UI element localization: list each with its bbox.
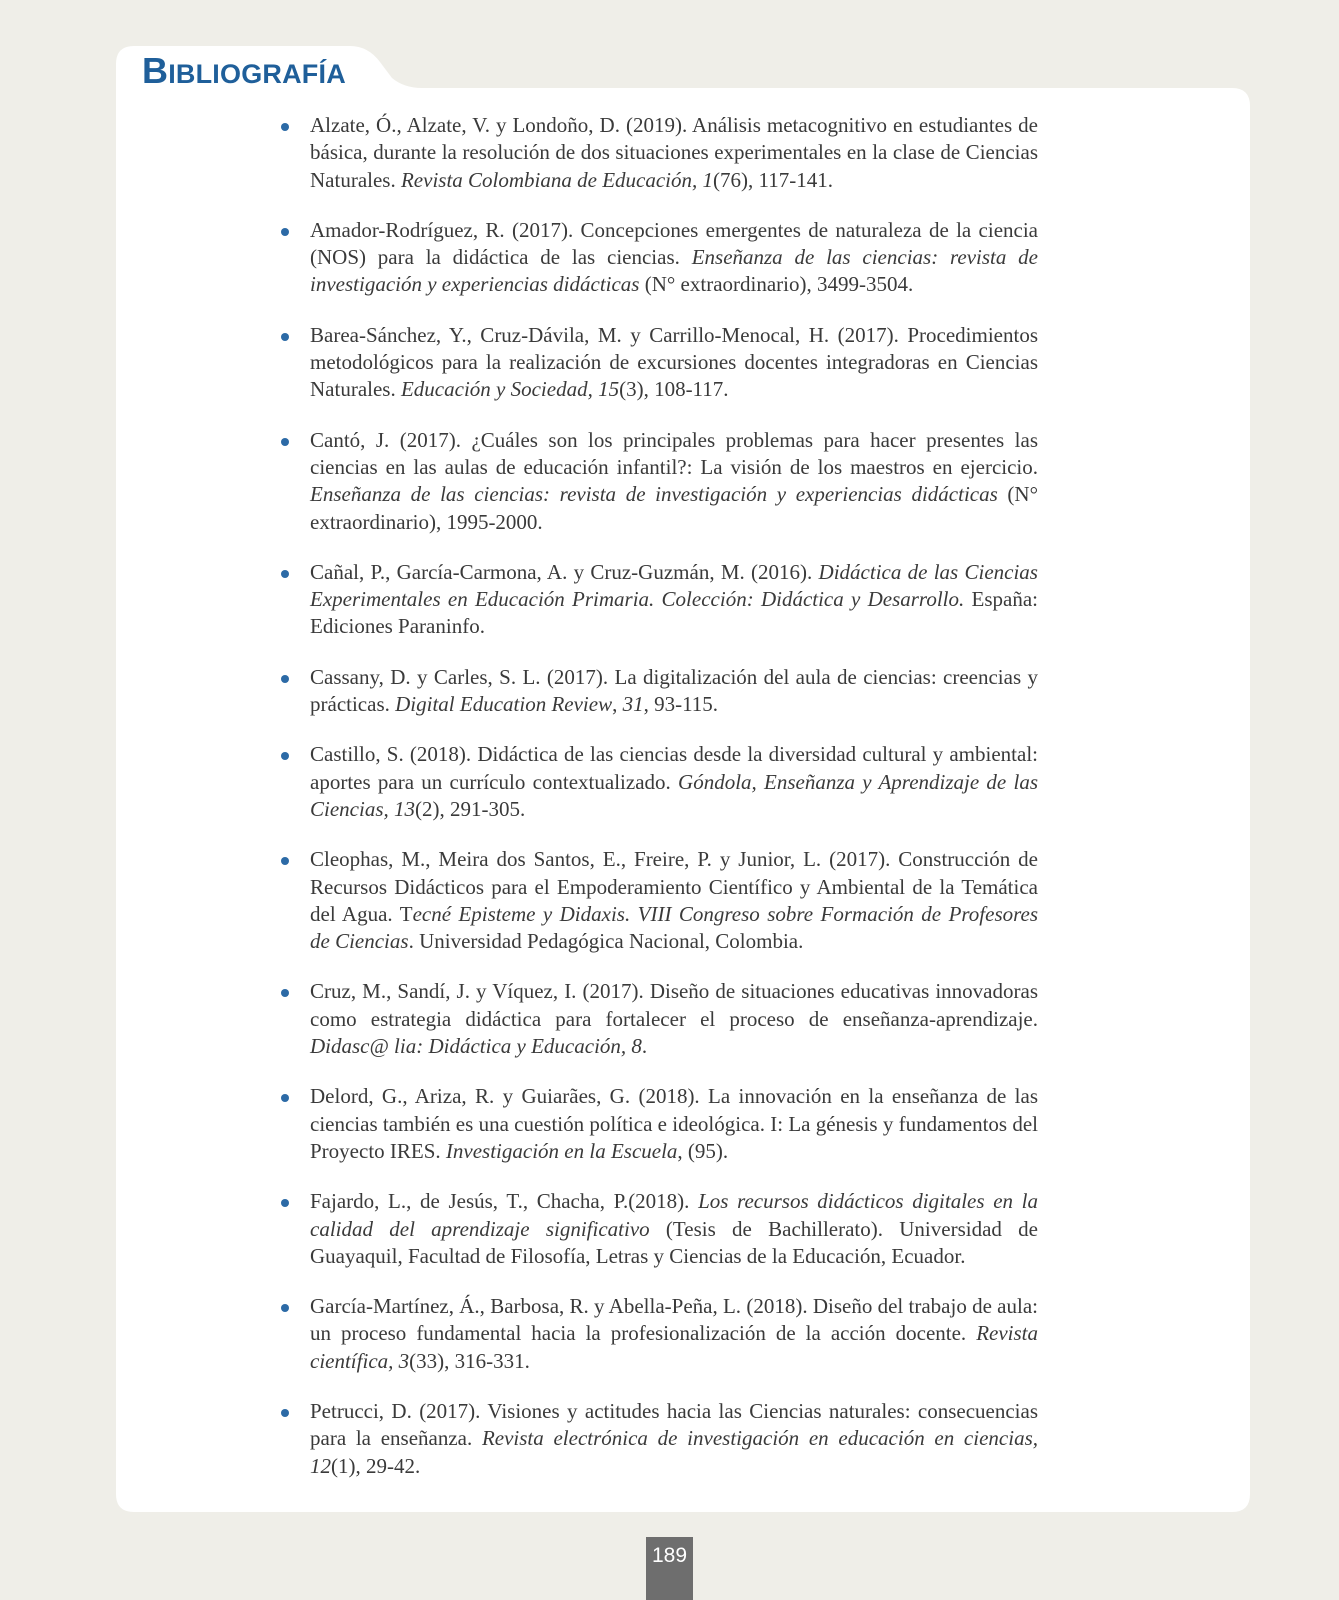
- bibliography-entry: [278, 322, 1038, 404]
- bibliography-entry: [278, 1083, 1038, 1165]
- entry-text: Cleophas, M., Meira dos Santos, E., Freire, P. y Junior, L. (2017). Construcción de Recursos Didácticos para el Empoderamiento Científico y Ambiental de la Temática del Agua. T: [310, 847, 1038, 926]
- bibliography-entry: [278, 664, 1038, 719]
- entry-text: Amador-Rodríguez, R. (2017). Concepciones emergentes de naturaleza de la ciencia (NOS) para la didáctica de las ciencias.: [310, 217, 1038, 270]
- bullet-icon: [281, 570, 289, 578]
- entry-text: Cassany, D. y Carles, S. L. (2017). La digitalización del aula de ciencias: creencias y prácticas.: [310, 664, 1038, 717]
- entry-italic-text: Didasc@ lia: Didáctica y Educación, 8: [310, 1034, 642, 1059]
- entry-text: Castillo, S. (2018). Didáctica de las ciencias desde la diversidad cultural y ambiental: aportes para un currículo contextualizado.: [310, 742, 1038, 794]
- bibliography-entry: [278, 427, 1038, 536]
- entry-text: (N° extraordinario), 3499-3504.: [639, 272, 914, 297]
- entry-italic-text: 31: [622, 692, 644, 717]
- bibliography-entry: [278, 1398, 1038, 1480]
- entry-text: . Universidad Pedagógica Nacional, Colombia.: [408, 929, 804, 954]
- entry-text: (76), 117-141.: [713, 167, 833, 192]
- bullet-icon: [281, 1409, 289, 1417]
- entry-italic-text: Revista electrónica de investigación en educación en ciencias, 12: [310, 1426, 1038, 1478]
- entry-italic-text: ecné Episteme y Didaxis. VIII Congreso sobre Formación de Profesores de Ciencias: [310, 901, 1038, 954]
- entry-text: (2), 291-305.: [415, 796, 526, 821]
- bullet-icon: [281, 857, 289, 865]
- bibliography-list: [278, 112, 1038, 1503]
- bibliography-entry: [278, 1293, 1038, 1375]
- entry-text: Barea-Sánchez, Y., Cruz-Dávila, M. y Carrillo-Menocal, H. (2017). Procedimientos metodológicos para la realización de excursiones docentes integradoras en Ciencias Naturales.: [310, 322, 1038, 402]
- entry-italic-text: Los recursos didácticos digitales en la calidad del aprendizaje significativo: [310, 1189, 1038, 1241]
- bullet-icon: [281, 228, 289, 236]
- entry-text: .: [641, 1034, 648, 1059]
- bibliography-entry: [278, 1188, 1038, 1270]
- entry-text: (1), 29-42.: [331, 1453, 421, 1478]
- entry-text: (Tesis de Bachillerato). Universidad de Guayaquil, Facultad de Filosofía, Letras y Ciencias de la Educación, Ecuador.: [310, 1216, 1038, 1268]
- page-number: 189: [646, 1537, 693, 1600]
- entry-text: (N° extraordinario), 1995-2000.: [310, 482, 1038, 534]
- section-title-rest: IBLIOGRAFÍA: [168, 59, 346, 89]
- entry-italic-text: Investigación en la Escuela: [445, 1138, 678, 1163]
- entry-text: García-Martínez, Á., Barbosa, R. y Abella-Peña, L. (2018). Diseño del trabajo de aula: un proceso fundamental hacia la profesionalización de la acción docente.: [310, 1294, 1038, 1346]
- bullet-icon: [281, 1304, 289, 1312]
- bullet-icon: [281, 438, 289, 446]
- bibliography-entry: [278, 846, 1038, 955]
- entry-text: , 93-115.: [643, 692, 719, 717]
- entry-text: (3), 108-117.: [619, 377, 729, 402]
- bibliography-entry: [278, 978, 1038, 1060]
- section-title: [142, 50, 346, 95]
- entry-text: Cañal, P., García-Carmona, A. y Cruz-Guzmán, M. (2016).: [310, 559, 819, 584]
- bullet-icon: [281, 1094, 289, 1102]
- entry-text: Cruz, M., Sandí, J. y Víquez, I. (2017). Diseño de situaciones educativas innovadoras como estrategia didáctica para fortalecer el proceso de enseñanza-aprendizaje.: [310, 979, 1038, 1031]
- bullet-icon: [281, 752, 289, 760]
- entry-italic-text: Educación y Sociedad, 15: [400, 377, 620, 402]
- entry-italic-text: Digital Education Review: [395, 692, 613, 717]
- entry-text: (33), 316-331.: [409, 1348, 530, 1373]
- entry-italic-text: Didáctica de las Ciencias Experimentales en Educación Primaria. Colección: Didáctica y Desarrollo.: [310, 559, 1038, 612]
- entry-italic-text: Revista Colombiana de Educación, 1: [400, 167, 713, 192]
- bibliography-entry: [278, 112, 1038, 194]
- entry-text: , (95).: [677, 1138, 729, 1163]
- entry-text: Alzate, Ó., Alzate, V. y Londoño, D. (2019). Análisis metacognitivo en estudiantes de básica, durante la resolución de dos situaciones experimentales en la clase de Ciencias Naturales.: [310, 113, 1038, 192]
- entry-text: Fajardo, L., de Jesús, T., Chacha, P.(2018).: [310, 1189, 699, 1214]
- entry-italic-text: Enseñanza de las ciencias: revista de investigación y experiencias didácticas: [310, 482, 998, 507]
- entry-text: Delord, G., Ariza, R. y Guiarães, G. (2018). La innovación en la enseñanza de las ciencias también es una cuestión política e ideológica. I: La génesis y fundamentos del Proyecto IRES.: [310, 1084, 1038, 1163]
- bibliography-entry: [278, 217, 1038, 299]
- bibliography-entry: [278, 741, 1038, 823]
- entry-text: Petrucci, D. (2017). Visiones y actitudes hacia las Ciencias naturales: consecuencias para la enseñanza.: [310, 1398, 1038, 1451]
- bibliography-entry: [278, 559, 1038, 641]
- bullet-icon: [281, 1199, 289, 1207]
- entry-text: Cantó, J. (2017). ¿Cuáles son los principales problemas para hacer presentes las ciencias en las aulas de educación infantil?: La visión de los maestros en ejercicio.: [310, 427, 1038, 479]
- entry-italic-text: Enseñanza de las ciencias: revista de investigación y experiencias didácticas: [310, 245, 1038, 297]
- bullet-icon: [281, 123, 289, 131]
- bullet-icon: [281, 675, 289, 683]
- section-title-initial: B: [142, 50, 169, 91]
- entry-text: ,: [612, 692, 623, 717]
- entry-text: España: Ediciones Paraninfo.: [310, 587, 1038, 639]
- bullet-icon: [281, 989, 289, 997]
- entry-italic-text: Góndola, Enseñanza y Aprendizaje de las Ciencias, 13: [310, 769, 1039, 821]
- entry-italic-text: Revista científica, 3: [310, 1321, 1038, 1373]
- bullet-icon: [281, 333, 289, 341]
